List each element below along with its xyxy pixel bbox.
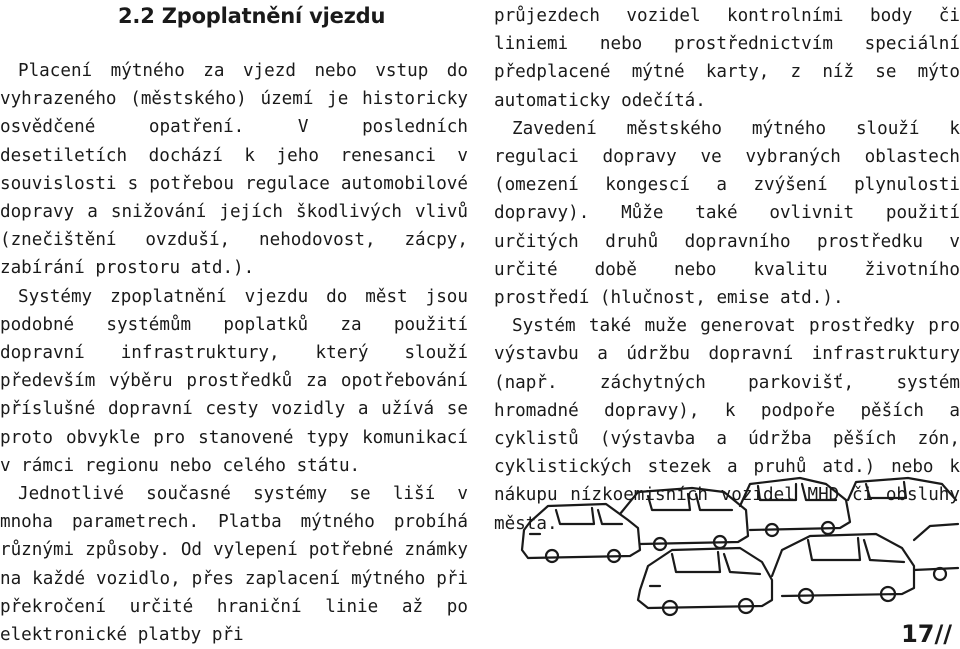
cars-illustration — [510, 470, 960, 620]
car-drawing — [740, 478, 850, 536]
car-drawing — [772, 534, 914, 603]
paragraph: Placení mýtného za vjezd nebo vstup do vyhrazeného (městského) území je historicky osvědčené opatření. V posledních desetiletích dochází k jeho renesanci v souvislosti s potřebou regulace automobilové dopravy a snižování jejích škodlivých vlivů (znečištění ovzduší, nehodovost, zácpy, zabírání prostoru atd.). — [0, 61, 468, 279]
page-number: 17// — [901, 620, 952, 648]
right-column-text — [494, 2, 960, 538]
paragraph: Zavedení městského mýtného slouží k regulaci dopravy ve vybraných oblastech (omezení kongescí a zvýšení plynulosti dopravy). Může také ovlivnit použití určitých druhů dopravního prostředku v určité době nebo kvalitu životního prostředí (hlučnost, emise atd.). — [494, 118, 960, 309]
paragraph: Jednotlivé současné systémy se liší v mnoha parametrech. Platba mýtného probíhá různými způsoby. Od vylepení potřebné známky na každé vozidlo, přes zaplacení mýtného při překročení určité hraniční linie až po elektronické platby při — [0, 484, 468, 646]
car-drawing — [848, 478, 956, 500]
left-column-text — [0, 57, 468, 649]
section-heading: 2.2 Zpoplatnění vjezdu — [118, 4, 386, 28]
paragraph-continuation: průjezdech vozidel kontrolními body či liniemi nebo prostřednictvím speciální předplacené mýtné karty, z níž se mýto automaticky odečítá. — [494, 6, 960, 111]
car-drawing — [638, 548, 772, 615]
paragraph: Systém také muže generovat prostředky pro výstavbu a údržbu dopravní infrastruktury (např. záchytných parkovišť, systém hromadné dopravy), k podpoře pěších a cyklistů (výstavba a údržba pěších zón, cyklistických stezek a pruhů atd.) nebo k nákupu nízkoemisních vozidel MHD či obsluhy města. — [494, 316, 960, 534]
car-drawing — [914, 524, 958, 580]
paragraph: Systémy zpoplatnění vjezdu do měst jsou podobné systémům poplatků za použití dopravní infrastruktury, který slouží především výběru prostředků za opotřebování příslušné dopravní cesty vozidly a užívá se proto obvykle pro stanovené typy komunikací v rámci regionu nebo celého státu. — [0, 286, 468, 476]
